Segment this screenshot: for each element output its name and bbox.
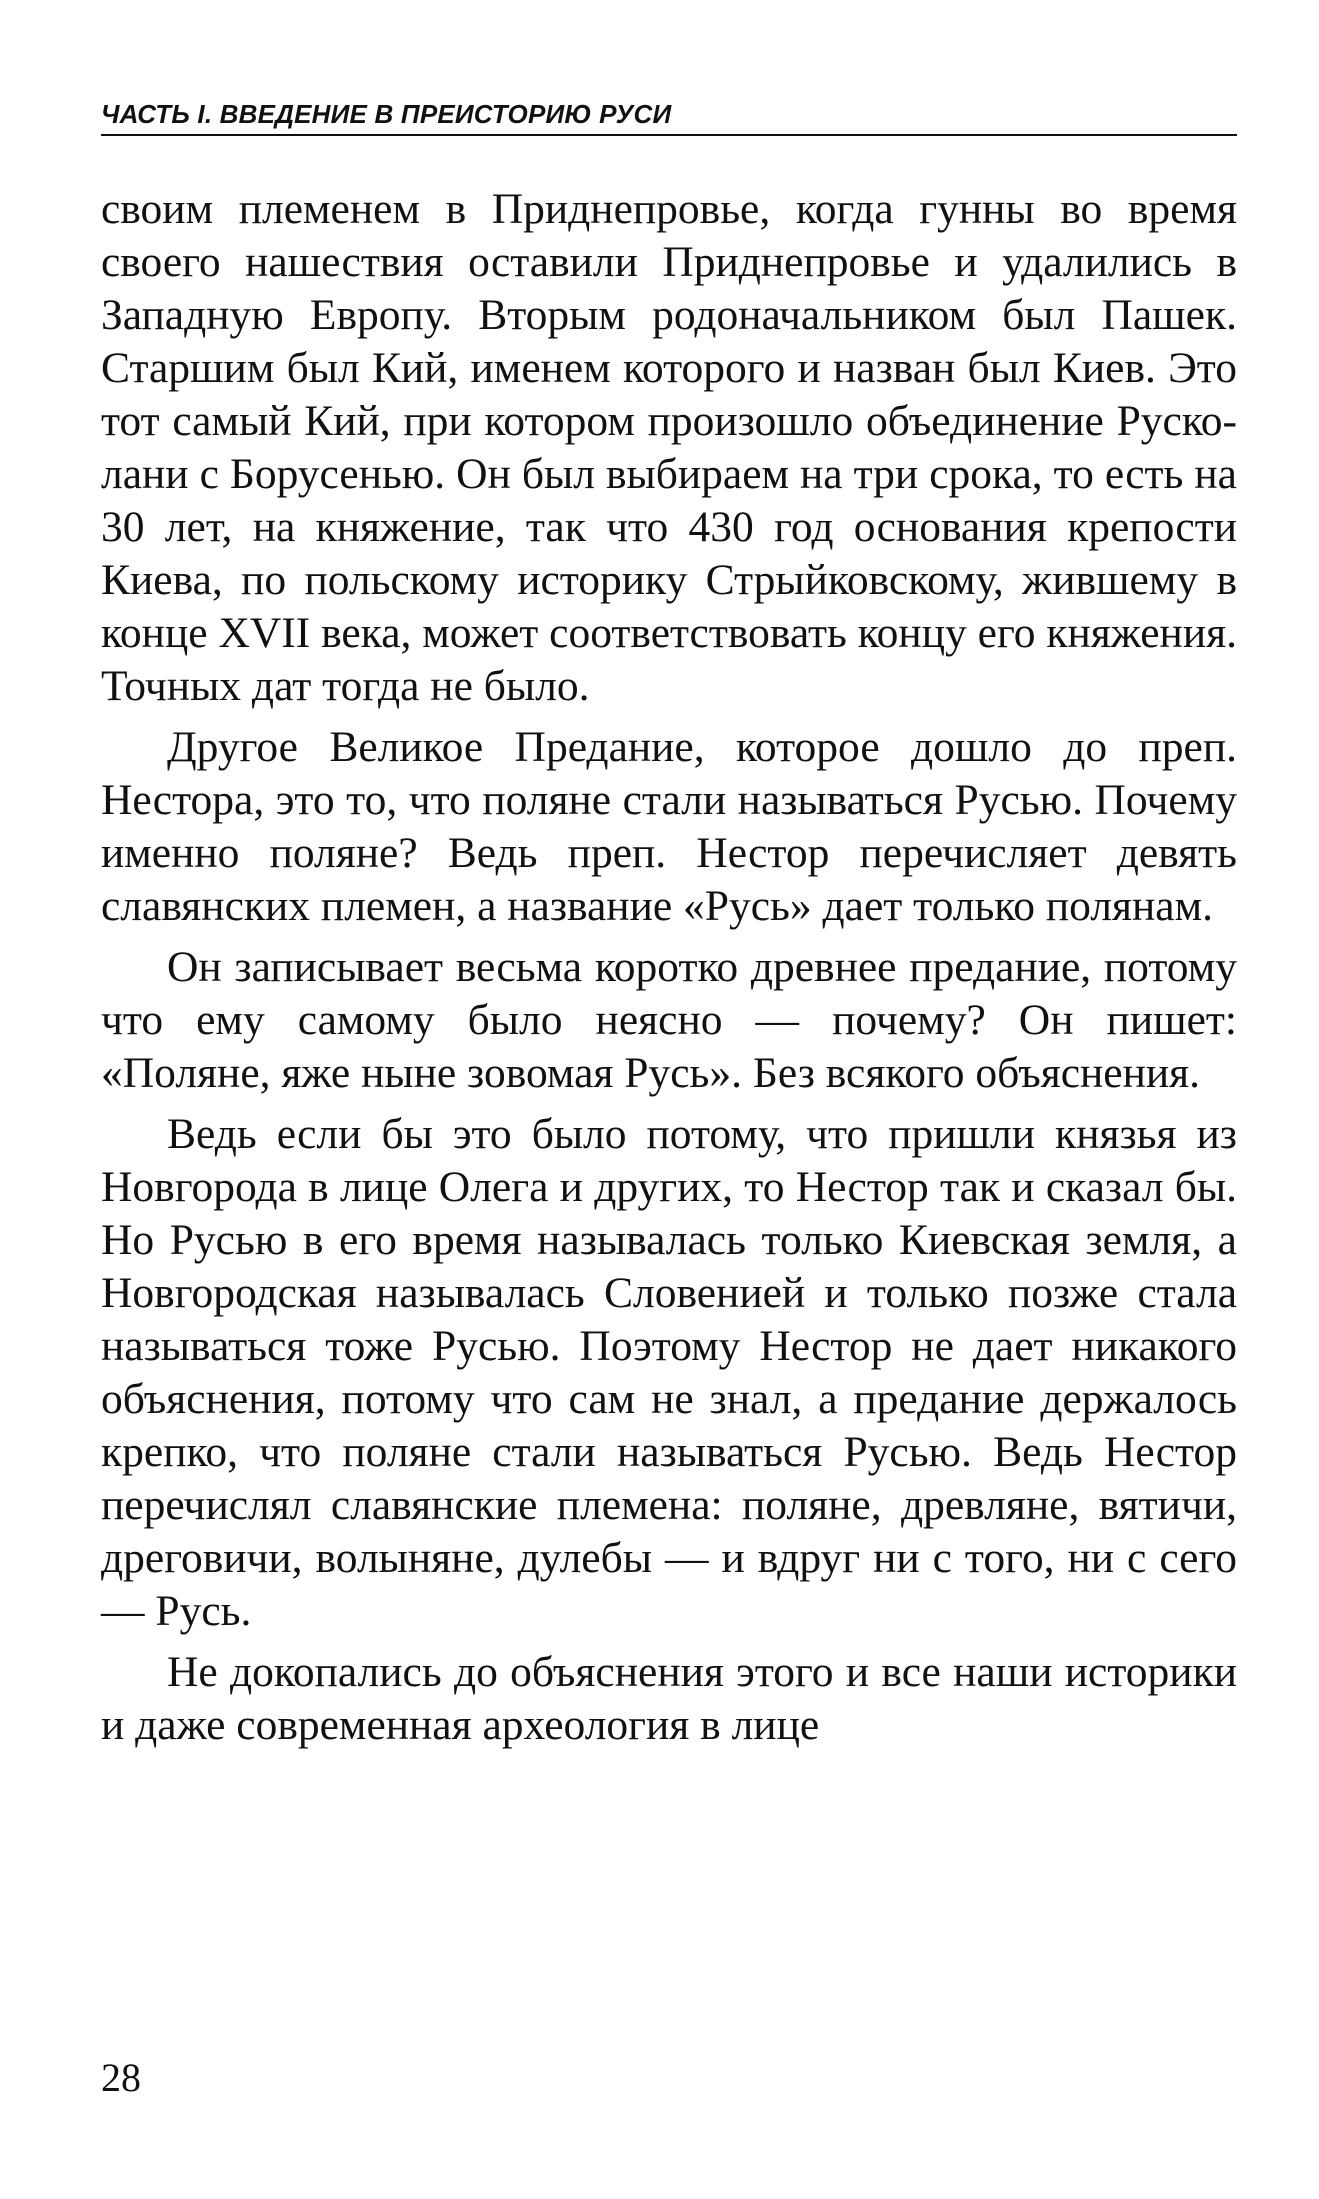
running-head <box>101 96 1237 136</box>
paragraph-novgorod-princes: Ведь если бы это было потому, что пришли князья из Новгорода в лице Олега и других, то Нестор так и сказал бы. Но Русью в его время называлась только Киевская земля, а Новгородская называлась Словенией и только позже стала называться тоже Русью. Поэтому Нестор не дает никакого объяснения, потому что сам не знал, а предание держалось крепко, что поляне стали называться Русью. Ведь Нестор перечислял славянские племена: поляне, древляне, вятичи, дреговичи, волыняне, дулебы — и вдруг ни с того, ни с сего — Русь. <box>101 1110 1237 1635</box>
body-text <box>101 183 1237 1760</box>
paragraph-great-tradition: Другое Великое Предание, которое дошло до преп. Нестора, это то, что поляне стали называться Русью. Почему именно поляне? Ведь преп. Нестор перечисляет девять славянских племен, а название «Русь» дает только полянам. <box>101 723 1237 930</box>
paragraph-ancient-legend: Он записывает весьма коротко древнее предание, потому что ему самому было неясно — почему? Он пишет: «Поляне, яже ныне зовомая Русь». Без всякого объяснения. <box>101 943 1237 1097</box>
paragraph-continued: своим племенем в Приднепровье, когда гунны во время своего нашествия оставили Приднепровье и удалились в Западную Европу. Вторым родоначальником был Пашек. Старшим был Кий, именем которого и назван был Киев. Это тот самый Кий, при котором произошло объединение Русколани с Борусенью. Он был выбираем на три срока, то есть на 30 лет, на княжение, так что 430 год основания крепости Киева, по польскому историку Стрыйковскому, жившему в конце XVII века, может соответствовать концу его княжения. Точных дат тогда не было. <box>101 185 1237 710</box>
running-head-title: ЧАСТЬ I. ВВЕДЕНИЕ В ПРЕИСТОРИЮ РУСИ <box>101 99 672 129</box>
page-number: 28 <box>101 2055 141 2100</box>
paragraph-historians: Не докопались до объяснения этого и все наши историки и даже современная археология в лице <box>101 1648 1237 1749</box>
